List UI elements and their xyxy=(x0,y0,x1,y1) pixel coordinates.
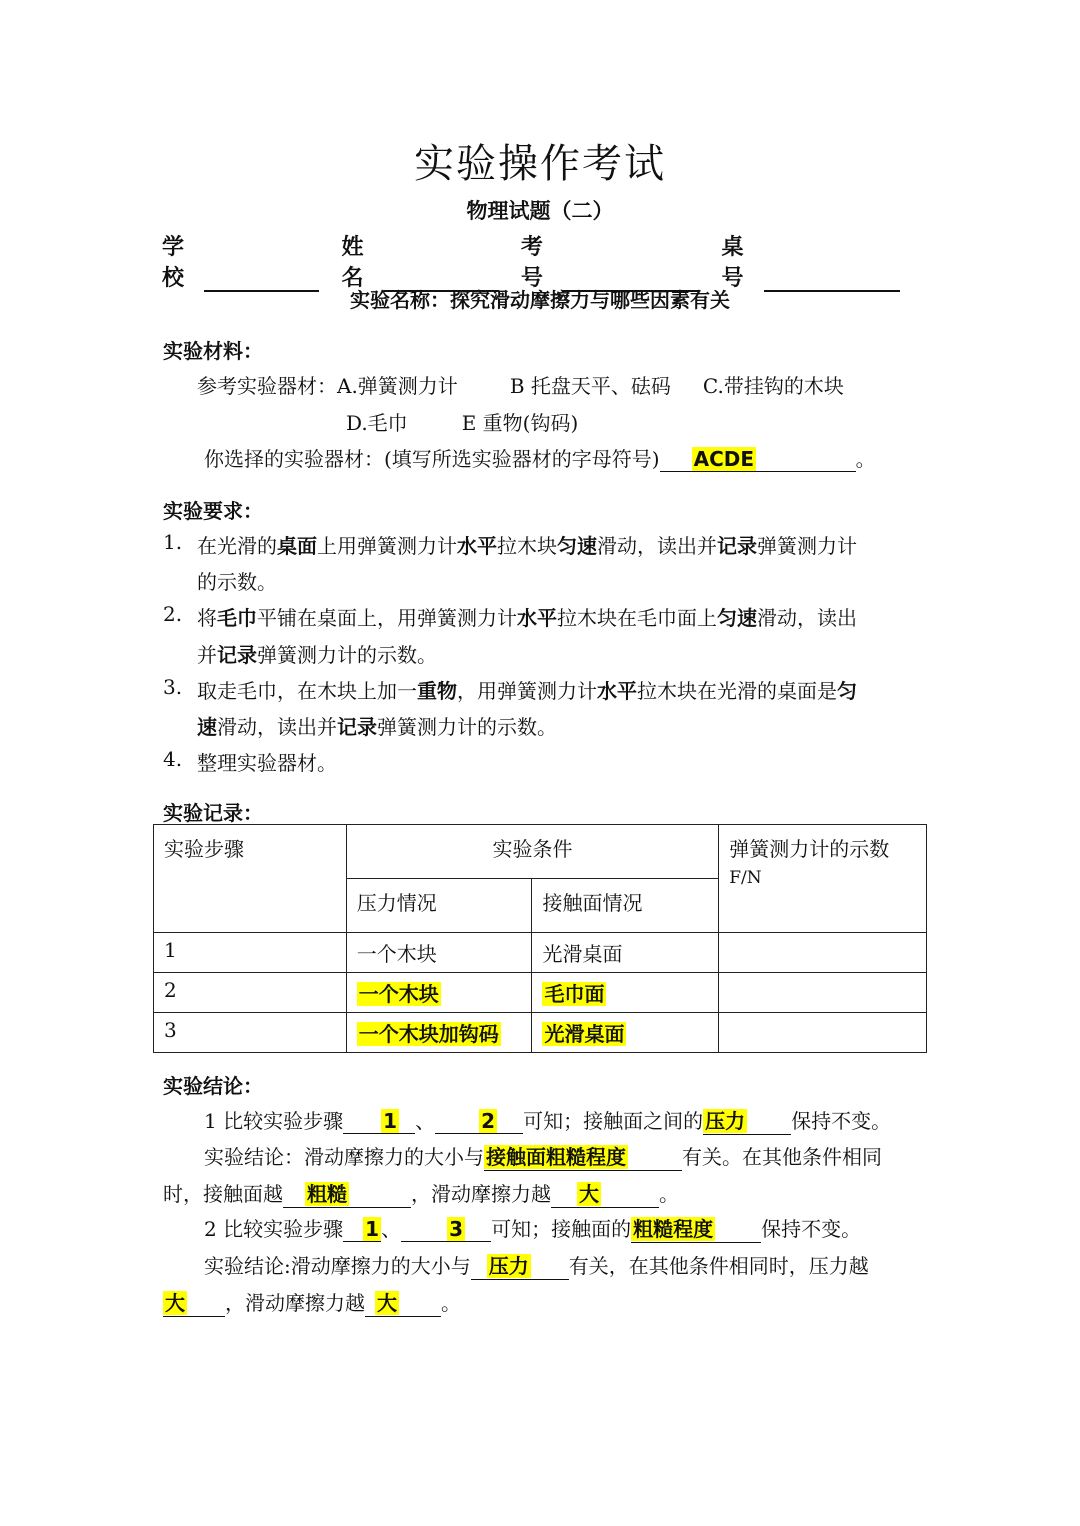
table-cell-reading[interactable] xyxy=(719,1013,927,1053)
conclusion-answer: 2 xyxy=(481,1109,496,1133)
requirement-number: 4. xyxy=(163,747,183,771)
conclusion-answer: 粗糙 xyxy=(307,1182,347,1206)
conclusion-text: 、 xyxy=(415,1109,436,1133)
requirement-text: ，用弹簧测力计 xyxy=(457,679,597,703)
table-cell-step: 1 xyxy=(154,933,347,973)
student-info-row xyxy=(162,230,922,292)
requirement-text: 平铺在桌面上，用弹簧测力计 xyxy=(257,606,517,630)
header-reading-label: 弹簧测力计的示数 xyxy=(729,837,890,861)
requirement-text: 滑动，读出并 xyxy=(217,715,337,739)
requirement-line xyxy=(197,675,857,704)
conclusion-blank[interactable] xyxy=(631,1213,761,1243)
materials-choice-blank[interactable] xyxy=(660,447,856,472)
requirement-keyword: 重物 xyxy=(417,679,457,703)
table-cell-step: 3 xyxy=(154,1013,347,1053)
requirement-text: 并 xyxy=(197,643,217,667)
materials-line-2 xyxy=(346,407,578,436)
table-cell-surface: 光滑桌面 xyxy=(532,933,719,973)
requirement-text: 的示数。 xyxy=(197,570,277,594)
school-field xyxy=(162,230,319,292)
conclusion-blank[interactable] xyxy=(703,1105,791,1135)
conclusion-answer: 大 xyxy=(165,1291,185,1315)
conclusion-text: 可知；接触面的 xyxy=(491,1217,632,1241)
table-cell-pressure: 一个木块 xyxy=(346,933,532,973)
conclusion-answer: 3 xyxy=(449,1217,464,1241)
conclusion-text: ，滑动摩擦力越 xyxy=(225,1291,365,1315)
school-label: 学校 xyxy=(162,235,185,291)
conclusion-line-6 xyxy=(163,1287,461,1317)
name-label: 姓名 xyxy=(341,235,364,291)
conclusion-text: 保持不变。 xyxy=(761,1217,862,1241)
table-cell-reading[interactable] xyxy=(719,933,927,973)
requirement-text: 弹簧测力计的示数。 xyxy=(257,643,437,667)
requirement-keyword: 匀 xyxy=(837,679,857,703)
requirement-text: 弹簧测力计的示数。 xyxy=(377,715,557,739)
requirement-keyword: 记录 xyxy=(217,643,257,667)
requirement-line xyxy=(197,566,277,595)
material-item: D.毛巾 xyxy=(346,411,408,435)
requirement-keyword: 匀速 xyxy=(557,534,597,558)
materials-line-1 xyxy=(197,370,844,399)
requirement-keyword: 桌面 xyxy=(277,534,317,558)
conclusion-line-2 xyxy=(204,1141,882,1171)
requirement-keyword: 毛巾 xyxy=(217,606,257,630)
conclusion-text: 。 xyxy=(441,1291,461,1315)
requirement-text: 拉木块在光滑的桌面是 xyxy=(637,679,837,703)
conclusion-heading: 实验结论： xyxy=(163,1074,263,1098)
requirement-line xyxy=(197,639,437,668)
desk-no-field xyxy=(721,230,900,292)
conclusion-blank[interactable] xyxy=(471,1250,569,1280)
experiment-name: 实验名称：探究滑动摩擦力与哪些因素有关 xyxy=(350,288,730,312)
materials-ref-label: 参考实验器材： xyxy=(197,374,337,398)
conclusion-text: 有关，在其他条件相同时，压力越 xyxy=(568,1254,869,1278)
requirement-number: 2. xyxy=(163,602,183,626)
requirement-text: 弹簧测力计 xyxy=(757,534,857,558)
conclusion-line-3 xyxy=(163,1178,679,1208)
conclusion-answer: 压力 xyxy=(705,1109,746,1133)
header-condition: 实验条件 xyxy=(346,825,719,879)
requirement-text: 滑动，读出 xyxy=(757,606,857,630)
conclusion-text: 实验结论：滑动摩擦力的大小与 xyxy=(204,1145,484,1169)
conclusion-text: 可知；接触面之间的 xyxy=(523,1109,704,1133)
exam-no-field xyxy=(521,230,700,292)
requirement-text: 上用弹簧测力计 xyxy=(317,534,457,558)
table-row xyxy=(154,1013,927,1053)
header-reading-unit: F/N xyxy=(729,868,762,888)
conclusion-line-1 xyxy=(204,1105,891,1135)
page-subtitle: 物理试题（二） xyxy=(466,199,614,223)
conclusion-answer: 1 xyxy=(365,1217,380,1241)
material-item: A.弹簧测力计 xyxy=(337,374,458,398)
record-table-body xyxy=(154,933,927,1053)
requirement-number: 3. xyxy=(163,675,183,699)
conclusion-answer: 大 xyxy=(377,1291,397,1315)
materials-choice-end: 。 xyxy=(855,447,876,471)
requirement-text: 整理实验器材。 xyxy=(197,751,337,775)
conclusion-blank[interactable] xyxy=(551,1178,659,1208)
requirement-keyword: 匀速 xyxy=(717,606,757,630)
conclusion-answer: 粗糙程度 xyxy=(633,1217,714,1241)
header-reading xyxy=(719,825,927,933)
requirement-text: 滑动，读出并 xyxy=(597,534,717,558)
conclusion-text: 保持不变。 xyxy=(791,1109,892,1133)
header-surface: 接触面情况 xyxy=(532,879,719,933)
materials-choice-prompt: 你选择的实验器材：(填写所选实验器材的字母符号) xyxy=(204,447,660,471)
conclusion-line-4 xyxy=(204,1213,861,1243)
conclusion-blank[interactable] xyxy=(343,1109,415,1134)
conclusion-text: 。 xyxy=(659,1182,679,1206)
requirement-keyword: 水平 xyxy=(457,534,497,558)
table-cell-answer: 毛巾面 xyxy=(544,982,605,1006)
conclusion-blank[interactable] xyxy=(163,1287,225,1317)
materials-choice-answer: ACDE xyxy=(693,447,755,471)
table-row xyxy=(154,973,927,1013)
page-title: 实验操作考试 xyxy=(414,141,666,187)
requirement-keyword: 记录 xyxy=(717,534,757,558)
table-cell-surface xyxy=(532,973,719,1013)
requirement-text: 将 xyxy=(197,606,217,630)
requirement-number: 1. xyxy=(163,530,183,554)
header-pressure: 压力情况 xyxy=(346,879,532,933)
requirement-line xyxy=(197,747,337,776)
conclusion-answer: 大 xyxy=(579,1182,599,1206)
conclusion-text: 有关。在其他条件相同 xyxy=(682,1145,882,1169)
header-step: 实验步骤 xyxy=(154,825,347,933)
conclusion-blank[interactable] xyxy=(343,1217,381,1242)
material-item: B 托盘天平、砝码 xyxy=(509,374,671,398)
conclusion-answer: 接触面粗糙程度 xyxy=(486,1145,626,1169)
conclusion-text: 1 比较实验步骤 xyxy=(204,1109,344,1133)
record-table xyxy=(153,824,927,1053)
materials-choice-line xyxy=(204,443,876,472)
requirement-text: 拉木块 xyxy=(497,534,557,558)
table-cell-answer: 光滑桌面 xyxy=(544,1022,625,1046)
conclusion-answer: 1 xyxy=(383,1109,398,1133)
requirement-text: 在光滑的 xyxy=(197,534,277,558)
table-header-row xyxy=(154,825,927,879)
record-heading: 实验记录： xyxy=(163,801,263,825)
requirements-heading: 实验要求： xyxy=(163,499,263,523)
requirement-line xyxy=(197,711,557,740)
name-field xyxy=(341,230,498,292)
table-cell-step: 2 xyxy=(154,973,347,1013)
table-cell-pressure xyxy=(346,973,532,1013)
table-cell-answer: 一个木块加钩码 xyxy=(358,1022,499,1046)
conclusion-blank[interactable] xyxy=(283,1178,411,1208)
material-item: E 重物(钩码) xyxy=(461,411,579,435)
conclusion-blank[interactable] xyxy=(484,1141,682,1171)
table-cell-reading[interactable] xyxy=(719,973,927,1013)
materials-heading: 实验材料： xyxy=(163,339,263,363)
requirement-line xyxy=(197,602,857,631)
table-cell-pressure xyxy=(346,1013,532,1053)
requirement-text: 取走毛巾，在木块上加一 xyxy=(197,679,417,703)
conclusion-text: 时，接触面越 xyxy=(163,1182,283,1206)
conclusion-answer: 压力 xyxy=(488,1254,529,1278)
conclusion-blank[interactable] xyxy=(401,1217,491,1242)
table-cell-surface xyxy=(532,1013,719,1053)
desk-no-label: 桌号 xyxy=(721,235,744,291)
requirement-keyword: 记录 xyxy=(337,715,377,739)
requirement-keyword: 水平 xyxy=(597,679,637,703)
conclusion-blank[interactable] xyxy=(435,1109,523,1134)
material-item: C.带挂钩的木块 xyxy=(702,374,844,398)
conclusion-text: 、 xyxy=(381,1217,402,1241)
requirement-text: 拉木块在毛巾面上 xyxy=(557,606,717,630)
conclusion-text: 2 比较实验步骤 xyxy=(204,1217,344,1241)
exam-no-label: 考号 xyxy=(520,235,543,291)
requirement-line xyxy=(197,530,857,559)
conclusion-blank[interactable] xyxy=(365,1287,441,1317)
conclusion-text: ，滑动摩擦力越 xyxy=(411,1182,551,1206)
requirement-keyword: 水平 xyxy=(517,606,557,630)
conclusion-line-5 xyxy=(204,1250,869,1280)
table-row xyxy=(154,933,927,973)
requirement-keyword: 速 xyxy=(197,715,217,739)
conclusion-text: 实验结论:滑动摩擦力的大小与 xyxy=(204,1254,471,1278)
table-cell-answer: 一个木块 xyxy=(358,982,439,1006)
